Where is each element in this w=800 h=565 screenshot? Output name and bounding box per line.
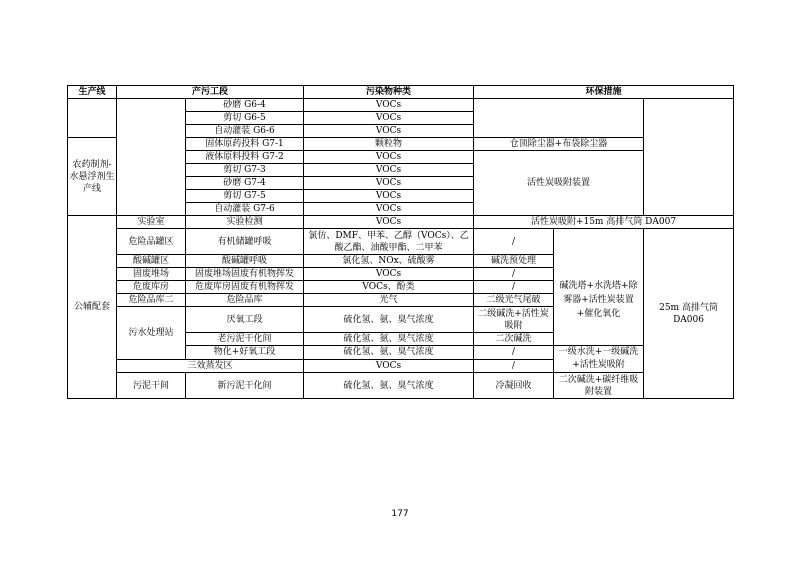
header-line: 生产线 [68, 86, 117, 99]
pollutant-cell: 硫化氢、氨、臭气浓度 [304, 307, 474, 333]
emission-table [67, 85, 734, 399]
process-cell: 实验检测 [186, 216, 304, 229]
pollutant-cell: 硫化氢、氨、臭气浓度 [304, 333, 474, 346]
process-cell: 自动灌装 G7-6 [186, 203, 304, 216]
measure-cell: 仓顶除尘器+布袋除尘器 [474, 138, 644, 151]
process-cell: 危废库房固废有机物挥发 [186, 281, 304, 294]
blank-cell [474, 99, 644, 138]
process-cell: 新污泥干化间 [186, 373, 304, 399]
area-cell: 实验室 [117, 216, 186, 229]
pretreat-cell: 碱洗预处理 [474, 255, 554, 268]
table-row [68, 216, 734, 229]
header-process: 产污工段 [117, 86, 304, 99]
pollutant-cell: VOCs [304, 359, 474, 373]
blank-cell [644, 99, 734, 216]
treatment-cell: 二次碱洗+碳纤维吸附装置 [554, 373, 644, 399]
process-cell: 剪切 G7-3 [186, 164, 304, 177]
blank-cell [554, 229, 644, 255]
process-cell: 固废堆场固废有机物挥发 [186, 268, 304, 281]
process-cell: 剪切 G7-5 [186, 190, 304, 203]
blank-cell [117, 99, 186, 216]
table-row [68, 229, 734, 255]
area-cell: 污泥干间 [117, 373, 186, 399]
pretreat-cell: / [474, 268, 554, 281]
pollutant-cell: VOCs、酚类 [304, 281, 474, 294]
pollutant-cell: VOCs [304, 164, 474, 177]
pollutant-cell: VOCs [304, 268, 474, 281]
pollutant-cell: 硫化氢、氨、臭气浓度 [304, 346, 474, 360]
pretreat-cell: / [474, 229, 554, 255]
process-cell: 液体原料投料 G7-2 [186, 151, 304, 164]
pollutant-cell: 光气 [304, 294, 474, 307]
pollutant-cell: VOCs [304, 112, 474, 125]
process-cell: 有机储罐呼吸 [186, 229, 304, 255]
table-header [68, 86, 734, 99]
pretreat-cell: / [474, 359, 554, 373]
treatment-cell: 一级水洗+一级碱洗+活性炭吸附 [554, 346, 644, 373]
process-cell: 酸碱罐呼吸 [186, 255, 304, 268]
pretreat-cell: 二级碱洗+活性炭吸附 [474, 307, 554, 333]
measure-cell: 活性炭吸附装置 [474, 151, 644, 216]
pollutant-cell: VOCs [304, 125, 474, 138]
area-cell: 污水处理站 [117, 307, 186, 360]
page-number: 177 [391, 509, 409, 519]
process-cell: 老污泥干化间 [186, 333, 304, 346]
blank-cell [68, 99, 117, 138]
process-cell: 自动灌装 G6-6 [186, 125, 304, 138]
treatment-cell: 碱洗塔+水洗塔+除雾器+活性炭装置+催化氧化 [554, 255, 644, 346]
table-row [68, 255, 734, 268]
pretreat-cell: 二次碱洗 [474, 333, 554, 346]
line-cell: 公辅配套 [68, 216, 117, 399]
stack-cell: 25m 高排气筒 DA006 [644, 229, 734, 399]
pretreat-cell: / [474, 281, 554, 294]
area-cell: 酸碱罐区 [117, 255, 186, 268]
table-row [68, 99, 734, 112]
pollutant-cell: VOCs [304, 190, 474, 203]
pretreat-cell: 冷凝回收 [474, 373, 554, 399]
pollutant-cell: 硫化氢、氨、臭气浓度 [304, 373, 474, 399]
area-cell: 固废堆场 [117, 268, 186, 281]
area-cell: 危废库房 [117, 281, 186, 294]
process-cell: 固体原药投料 G7-1 [186, 138, 304, 151]
header-measure: 环保措施 [474, 86, 734, 99]
process-cell: 物化+好氧工段 [186, 346, 304, 360]
pollutant-cell: VOCs [304, 203, 474, 216]
measure-cell: 活性炭吸附+15m 高排气筒 DA007 [474, 216, 734, 229]
pollutant-cell: 颗粒物 [304, 138, 474, 151]
process-cell: 三效蒸发区 [117, 359, 304, 373]
pollutant-cell: VOCs [304, 99, 474, 112]
pollutant-cell: VOCs [304, 177, 474, 190]
process-cell: 危险品库 [186, 294, 304, 307]
pretreat-cell: / [474, 346, 554, 360]
process-cell: 砂磨 G7-4 [186, 177, 304, 190]
line-cell: 农药制剂-水悬浮剂生产线 [68, 138, 117, 216]
pollutant-cell: 氯仿、DMF、甲苯、乙醇（VOCs）、乙酸乙酯、油酸甲酯、二甲苯 [304, 229, 474, 255]
pollutant-cell: VOCs [304, 151, 474, 164]
process-cell: 厌氧工段 [186, 307, 304, 333]
pollutant-cell: 氯化氢、NOx、硫酸雾 [304, 255, 474, 268]
process-cell: 砂磨 G6-4 [186, 99, 304, 112]
area-cell: 危险品罐区 [117, 229, 186, 255]
process-cell: 剪切 G6-5 [186, 112, 304, 125]
area-cell: 危险品库二 [117, 294, 186, 307]
table-row [68, 373, 734, 399]
pollutant-cell: VOCs [304, 216, 474, 229]
header-pollutant: 污染物种类 [304, 86, 474, 99]
pretreat-cell: 二级光气尾破 [474, 294, 554, 307]
